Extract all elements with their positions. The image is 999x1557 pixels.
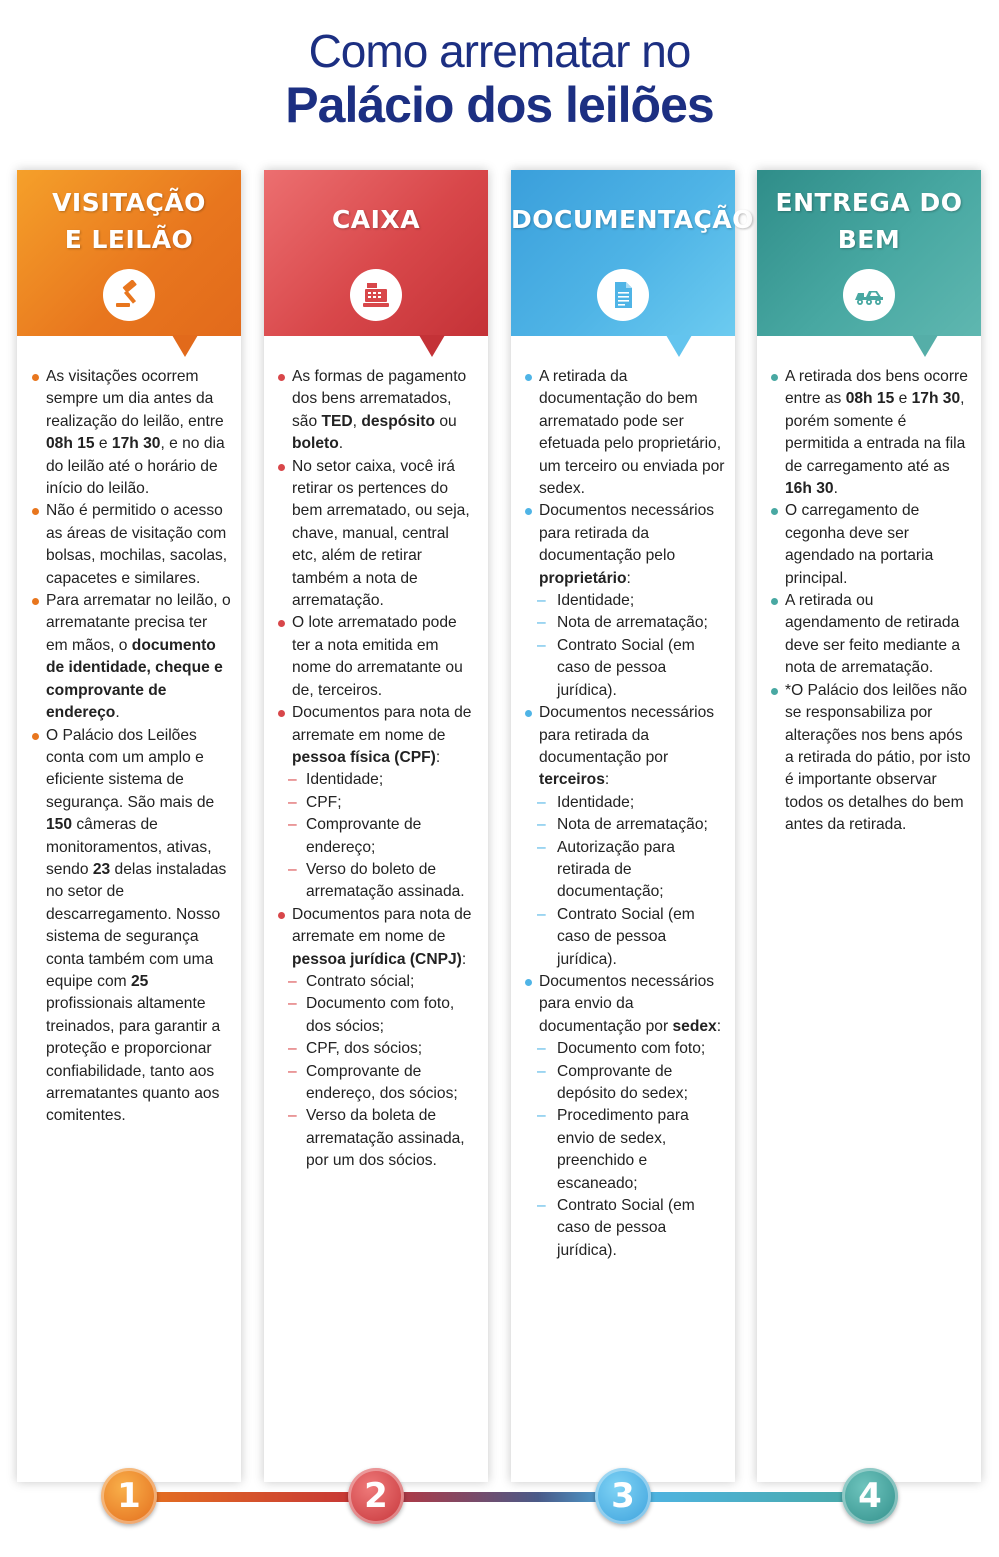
list-item: *O Palácio dos leilões não se responsabiliza por alterações nos bens após a retirada do pátio, por isto é importante observar todos os detalhes do bem antes da retirada. [785,680,971,837]
list-item: No setor caixa, você irá retirar os pertences do bem arrematado, ou seja, chave, manual, central etc, além de retirar também a nota de arrematação. [292,456,478,613]
sub-list-item: – Comprovante de depósito do sedex; [539,1061,725,1106]
sub-list-item: – Identidade; [292,769,478,791]
column-body [264,336,488,1173]
sub-list-item: – Nota de arrematação; [539,814,725,836]
list-item: A retirada ou agendamento de retirada deve ser feito mediante a nota de arrematação. [785,590,971,680]
sub-list-item: – Autorização para retirada de documentação; [539,837,725,904]
list-item: As visitações ocorrem sempre um dia antes da realização do leilão, entre 08h 15 e 17h 30, e no dia do leilão até o horário de início do leilão. [46,366,231,500]
column-pointer [172,335,198,357]
list-item: O carregamento de cegonha deve ser agendado na portaria principal. [785,500,971,590]
column-documentacao [511,170,754,1482]
sub-list-item: – Comprovante de endereço, dos sócios; [292,1061,478,1106]
column-title [17,184,241,258]
cash-register-icon [350,269,402,321]
sub-list-item: – Nota de arrematação; [539,612,725,634]
column-header [17,170,241,336]
sub-list-item: – CPF, dos sócios; [292,1038,478,1060]
list-item: Documentos necessários para retirada da documentação por terceiros: [539,702,725,792]
column-body [17,336,241,1128]
document-icon [597,269,649,321]
list-item: A retirada dos bens ocorre entre as 08h 15 e 17h 30, porém somente é permitida a entrada na fila de carregamento até as 16h 30. [785,366,971,500]
page-title-line-1: Como arrematar no [308,25,691,77]
step-number-1: 1 [101,1468,157,1524]
column-title-line: E LEILÃO [64,225,194,254]
column-title-line: VISITAÇÃO [52,188,206,217]
sub-list-item: – Contrato Social (em caso de pessoa jurídica). [539,635,725,702]
list-item: Documentos necessários para envio da documentação por sedex: [539,971,725,1038]
list-item: Para arrematar no leilão, o arrematante precisa ter em mãos, o documento de identidade, cheque e comprovante de endereço. [46,590,231,724]
column-header [264,170,488,336]
sub-list-item: – CPF; [292,792,478,814]
sub-list-item: – Contrato Social (em caso de pessoa jurídica). [539,1195,725,1262]
list-item: Documentos necessários para retirada da documentação pelo proprietário: [539,500,725,590]
gavel-icon [103,269,155,321]
list-item: Não é permitido o acesso as áreas de visitação com bolsas, mochilas, sacolas, capacetes e similares. [46,500,231,590]
column-header [757,170,981,336]
column-visitacao [17,170,241,1482]
column-pointer [419,335,445,357]
sub-list-item: – Contrato sócial; [292,971,478,993]
column-title-line: DOCUMENTAÇÃO [511,205,754,234]
column-header [511,170,754,336]
column-title-line: ENTREGA DO [775,188,963,217]
list-item: As formas de pagamento dos bens arrematados, são TED, despósito ou boleto. [292,366,478,456]
sub-list-item: – Verso da boleta de arrematação assinada, por um dos sócios. [292,1105,478,1172]
sub-list-item: – Identidade; [539,590,725,612]
column-caixa [264,170,488,1482]
timeline-bar [120,1492,880,1502]
page-title-line-2: Palácio dos leilões [285,77,714,133]
list-item: O lote arrematado pode ter a nota emitida em nome do arrematante ou de, terceiros. [292,612,478,702]
column-title-line: CAIXA [331,205,421,234]
column-body [511,336,735,1262]
column-title-line: BEM [837,225,901,254]
list-item: Documentos para nota de arremate em nome de pessoa jurídica (CNPJ): [292,904,478,971]
step-number-4: 4 [842,1468,898,1524]
column-title [757,184,981,258]
sub-list-item: – Comprovante de endereço; [292,814,478,859]
column-title [511,201,754,238]
column-body [757,336,981,837]
sub-list-item: – Identidade; [539,792,725,814]
step-number-2: 2 [348,1468,404,1524]
list-item: O Palácio dos Leilões conta com um amplo e eficiente sistema de segurança. São mais de 150 câmeras de monitoramentos, ativas, sendo 23 delas instaladas no setor de descarregamento. Nosso sistema de segurança conta também com uma equipe com 25 profissionais altamente treinados, para garantir a proteção e proporcionar confiabilidade, tanto aos arrematantes quanto aos comitentes. [46,725,231,1128]
sub-list-item: – Contrato Social (em caso de pessoa jurídica). [539,904,725,971]
sub-list-item: – Verso do boleto de arrematação assinada. [292,859,478,904]
column-pointer [912,335,938,357]
column-title [264,201,488,238]
column-entrega [757,170,981,1482]
step-number-3: 3 [595,1468,651,1524]
sub-list-item: – Documento com foto; [539,1038,725,1060]
column-pointer [666,335,692,357]
sub-list-item: – Procedimento para envio de sedex, preenchido e escaneado; [539,1105,725,1195]
list-item: A retirada da documentação do bem arrematado pode ser efetuada pelo proprietário, um terceiro ou enviada por sedex. [539,366,725,500]
tow-truck-icon [843,269,895,321]
list-item: Documentos para nota de arremate em nome de pessoa física (CPF): [292,702,478,769]
sub-list-item: – Documento com foto, dos sócios; [292,993,478,1038]
